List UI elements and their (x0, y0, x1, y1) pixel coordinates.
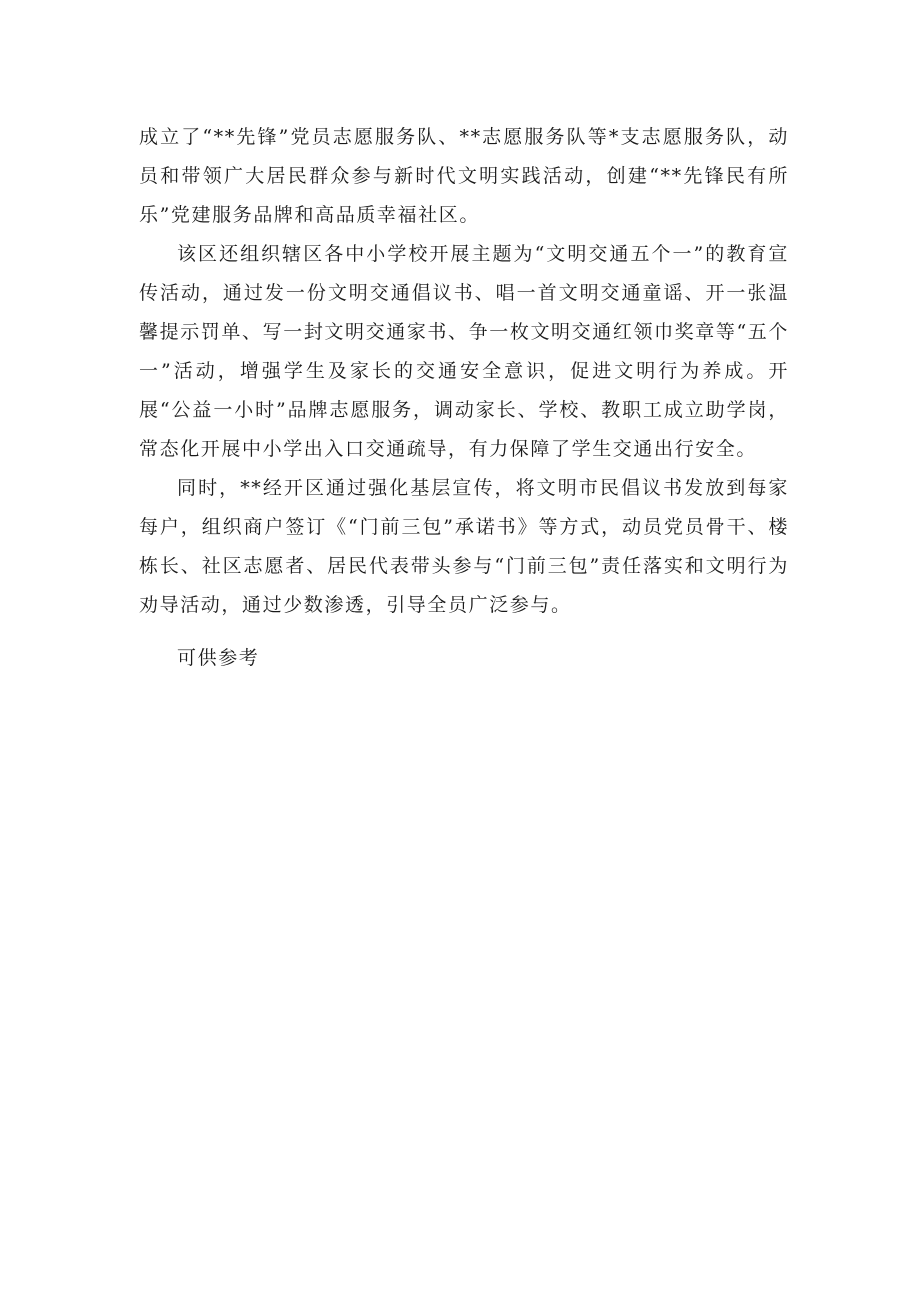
paragraph-traffic-campaign: 该区还组织辖区各中小学校开展主题为“文明交通五个一”的教育宣传活动，通过发一份文明交通倡议书、唱一首文明交通童谣、开一张温馨提示罚单、写一封文明交通家书、争一枚文明交通红领巾奖章等“五个一”活动，增强学生及家长的交通安全意识，促进文明行为养成。开展“公益一小时”品牌志愿服务，调动家长、学校、教职工成立助学岗，常态化开展中小学出入口交通疏导，有力保障了学生交通出行安全。 (139, 243, 789, 460)
document-body (139, 118, 789, 678)
paragraph-continued: 成立了“**先锋”党员志愿服务队、**志愿服务队等*支志愿服务队，动员和带领广大居民群众参与新时代文明实践活动，创建“**先锋民有所乐”党建服务品牌和高品质幸福社区。 (139, 126, 789, 226)
paragraph-grassroots-publicity: 同时，**经开区通过强化基层宣传，将文明市民倡议书发放到每家每户，组织商户签订《“门前三包”承诺书》等方式，动员党员骨干、楼栋长、社区志愿者、居民代表带头参与“门前三包”责任落实和文明行为劝导活动，通过少数渗透，引导全员广泛参与。 (139, 477, 789, 616)
closing-note: 可供参考 (177, 647, 260, 669)
